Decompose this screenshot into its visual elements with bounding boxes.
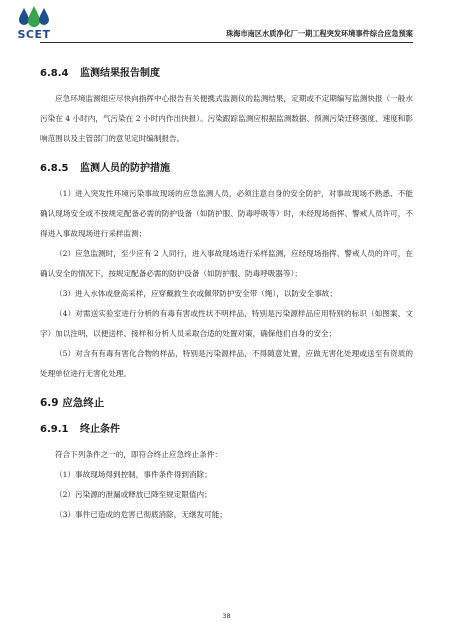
list-item: （2）污染源的泄漏或释放已降至规定限值内； (55, 490, 212, 499)
document-header-title: 珠海市南区水质净化厂一期工程突发环境事件综合应急预案 (226, 29, 413, 38)
list-item: （3）事件已造成的危害已彻底消除，无继发可能； (55, 510, 227, 519)
section-title: 监测人员的防护措施 (80, 163, 170, 174)
section-number: 6.9.1 (40, 424, 69, 435)
section-6-8-5-heading (40, 159, 413, 174)
list-item: （5）对含有有毒有害化合物的样品，特别是污染源样品，不得随意处置，应做无害化处理或送至有资质的处理单位进行无害化处理。 (40, 349, 413, 378)
page-number: 38 (222, 612, 231, 620)
section-number: 6.8.5 (40, 163, 69, 174)
section-6-8-4-heading (40, 64, 413, 79)
list-item: （1）事故现场得到控制，事件条件得到消除； (55, 470, 212, 479)
section-6-9-heading: 6.9 应急终止 (40, 397, 105, 409)
header-divider (40, 42, 413, 43)
section-number: 6.8.4 (40, 68, 69, 79)
company-logo (10, 6, 58, 44)
water-drops-icon (16, 6, 52, 28)
document-body (40, 54, 413, 525)
list-item: （1）进入突发性环境污染事故现场的应急监测人员，必须注意自身的安全防护，对事故现场不熟悉、不能确认现场安全或不按规定配备必需的防护设备（如防护服、防毒呼吸等）时，未经现场指挥、警戒人员许可，不得进入事故现场进行采样监测； (40, 189, 413, 238)
list-item: （3）进入水体或登高采样，应穿戴救生衣或佩带防护安全带（绳），以防安全事故； (55, 289, 337, 298)
paragraph: 应急环境监测组应尽快向指挥中心报告有关便携式监测仪的监测结果，定期或不定期编写监测快报（一般水污染在 4 小时内，气污染在 2 小时内作出快报）。污染跟踪监测应根据监测数据、预测污染迁移强度、速度和影响范围以及主管部门的意见定时编制报告。 (40, 94, 413, 143)
list-item: （4）对需送实验室进行分析的有毒有害或性状不明样品，特别是污染源样品应用特别的标识（如图案、文字）加以注明，以便送样、接样和分析人员采取合适的处置对策，确保他们自身的安全； (40, 309, 413, 338)
section-6-9-1-heading (40, 420, 413, 435)
logo-text: SCET (17, 28, 51, 41)
section-title: 监测结果报告制度 (80, 68, 160, 79)
list-item: （2）应急监测时，至少应有 2 人同行，进入事故现场进行采样监测，应经现场指挥、警戒人员的许可，在确认安全的情况下，按规定配备必需的防护设备（如防护服、防毒呼吸器等）； (40, 249, 413, 278)
paragraph: 符合下列条件之一的，即符合终止应急终止条件： (55, 450, 223, 459)
section-title: 终止条件 (80, 424, 120, 435)
